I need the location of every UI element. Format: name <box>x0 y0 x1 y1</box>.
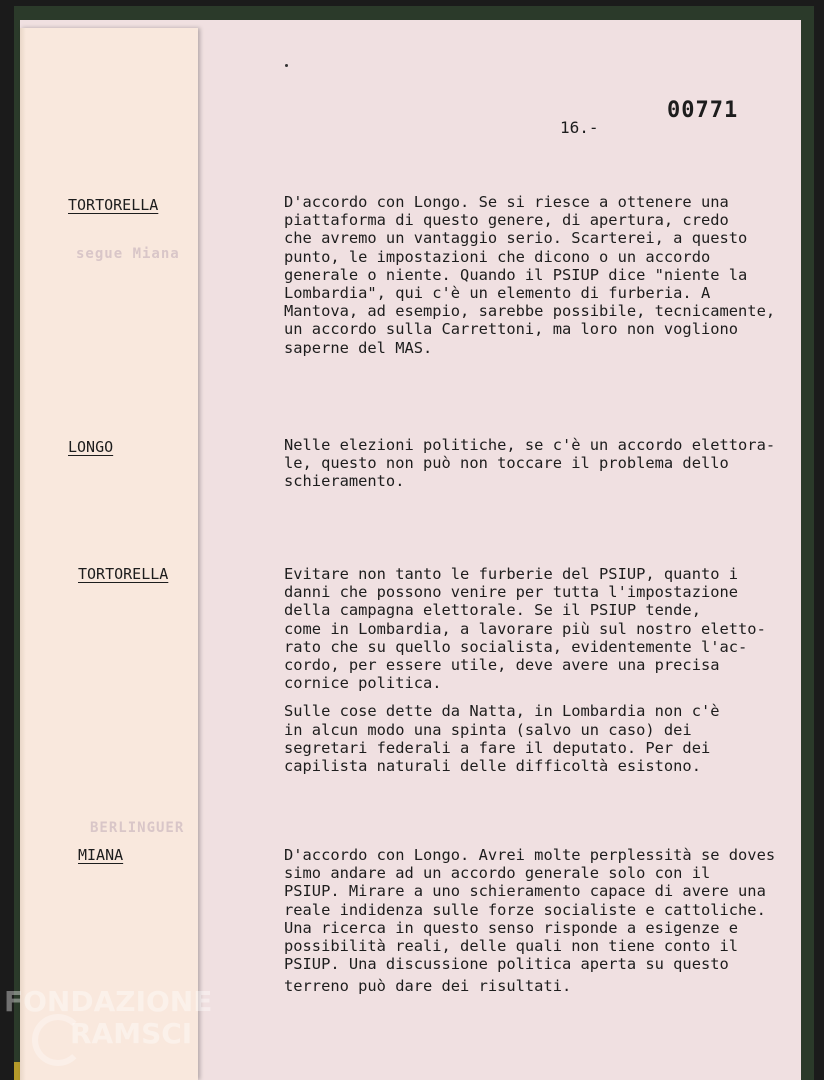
text-line: le, questo non può non toccare il problema dello <box>284 454 729 473</box>
watermark-line2: RAMSCI <box>70 1017 193 1050</box>
watermark <box>4 985 213 1050</box>
text-line: capilista naturali delle difficoltà esistono. <box>284 757 701 776</box>
text-line: danni che possono venire per tutta l'impostazione <box>284 583 739 602</box>
text-line: Sulle cose dette da Natta, in Lombardia non c'è <box>284 702 720 721</box>
watermark-line1: FONDAZIONE <box>4 985 213 1018</box>
speaker-name: LONGO <box>68 438 114 456</box>
text-line: Una ricerca in questo senso risponde a esigenze e <box>284 918 739 937</box>
speech-paragraph <box>284 846 784 996</box>
document-code: 00771 <box>667 98 739 123</box>
text-line: generale o niente. Quando il PSIUP dice "niente la <box>284 265 748 284</box>
text-line: piattaforma di questo genere, di apertura, credo <box>284 211 729 230</box>
text-line: Lombardia", qui c'è un elemento di furberia. A <box>284 284 711 303</box>
text-line: che avremo un vantaggio serio. Scarterei, a questo <box>284 229 748 248</box>
text-line: terreno può dare dei risultati. <box>284 977 572 996</box>
text-line: schieramento. <box>284 472 405 491</box>
speech-block <box>284 193 784 357</box>
text-line: PSIUP. Mirare a uno schieramento capace di avere una <box>284 882 766 901</box>
text-line: segretari federali a fare il deputato. Per dei <box>284 738 711 757</box>
speaker-name: MIANA <box>78 846 124 864</box>
speech-paragraph <box>284 565 784 692</box>
text-line: della campagna elettorale. Se il PSIUP tende, <box>284 601 701 620</box>
text-line: PSIUP. Una discussione politica aperta su questo <box>284 955 729 974</box>
speech-block <box>284 846 784 996</box>
text-line: possibilità reali, delle quali non tiene conto il <box>284 937 739 956</box>
text-line: D'accordo con Longo. Se si riesce a ottenere una <box>284 193 729 211</box>
ghost-berlinguer-text: BERLINGUER <box>90 820 185 836</box>
speech-paragraph <box>284 436 784 491</box>
page-number: 16.- <box>560 118 599 137</box>
text-line: un accordo sulla Carrettoni, ma loro non vogliono <box>284 320 739 339</box>
ink-dot <box>285 64 288 67</box>
speaker-name: TORTORELLA <box>68 196 159 214</box>
text-line: saperne del MAS. <box>284 338 433 357</box>
text-line: punto, le impostazioni che dicono o un accordo <box>284 247 711 266</box>
speech-paragraph <box>284 702 784 775</box>
text-line: reale indidenza sulle forze socialiste e cattoliche. <box>284 900 766 919</box>
text-line: simo andare ad un accordo generale solo con il <box>284 864 711 883</box>
text-line: rato che su quello socialista, evidentemente l'ac- <box>284 637 748 656</box>
text-line: Mantova, ad esempio, sarebbe possibile, tecnicamente, <box>284 302 776 321</box>
text-line: D'accordo con Longo. Avrei molte perplessità se doves <box>284 846 776 864</box>
text-line: cordo, per essere utile, deve avere una precisa <box>284 656 720 675</box>
text-line: come in Lombardia, a lavorare più sul nostro eletto- <box>284 619 766 638</box>
ghost-segue-text: segue Miana <box>76 246 180 262</box>
sheet-edge <box>20 28 26 1080</box>
speech-block <box>284 565 784 775</box>
text-line: in alcun modo una spinta (salvo un caso) dei <box>284 720 692 739</box>
underlying-sheet <box>20 28 198 1080</box>
speaker-name: TORTORELLA <box>78 565 169 583</box>
speech-paragraph <box>284 193 784 357</box>
text-line: cornice politica. <box>284 674 442 693</box>
text-line: Evitare non tanto le furberie del PSIUP, quanto i <box>284 565 739 583</box>
speech-block <box>284 436 784 491</box>
text-line: Nelle elezioni politiche, se c'è un accordo elettora- <box>284 436 776 454</box>
